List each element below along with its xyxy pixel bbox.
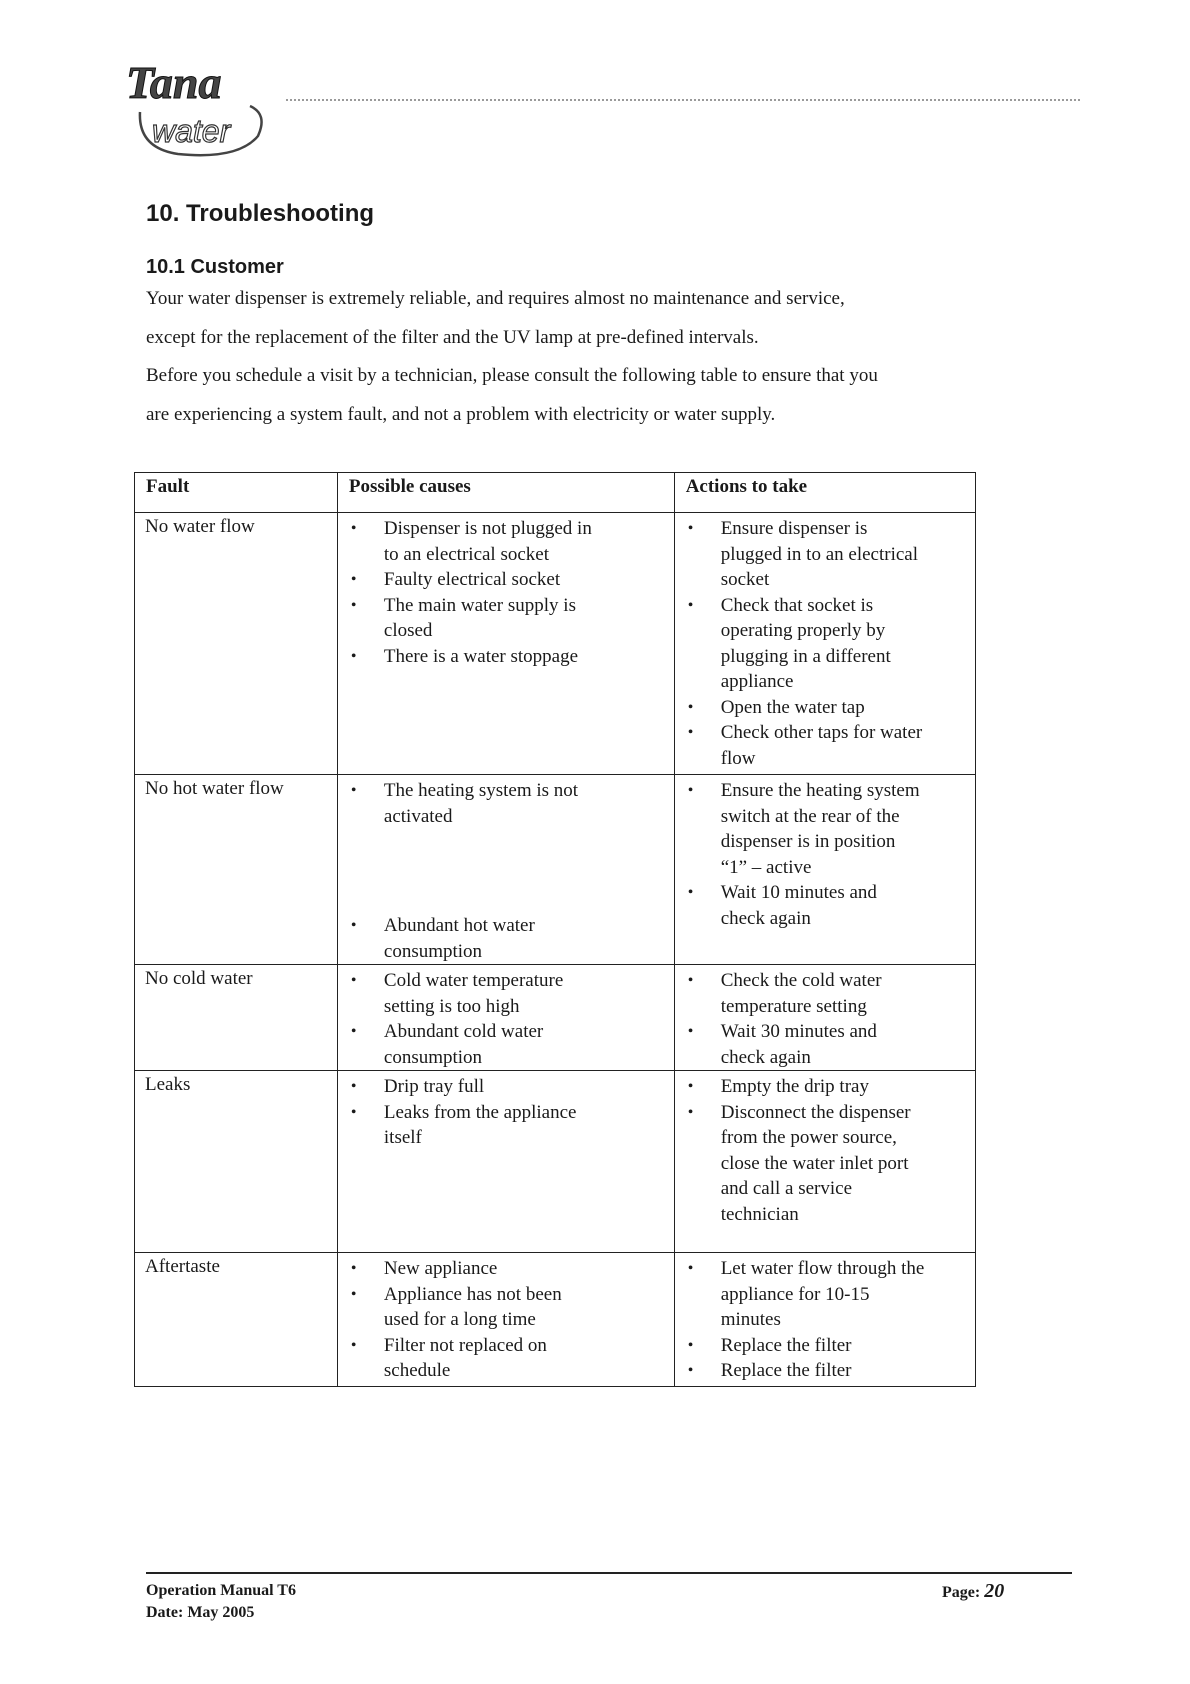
action-item: • Let water flow through the appliance for 10-15 minutes — [675, 1256, 925, 1333]
header-fault: Fault — [135, 473, 338, 513]
causes-cell — [337, 965, 674, 1071]
cause-item: • Appliance has not been used for a long time — [338, 1282, 598, 1333]
actions-cell — [674, 1071, 975, 1253]
footer-left — [146, 1580, 296, 1624]
header-dotted-line — [286, 99, 1080, 101]
action-item: • Disconnect the dispenser from the power source, close the water inlet port and call a service technician — [675, 1100, 925, 1228]
fault-cell: No hot water flow — [135, 775, 338, 965]
tana-water-logo — [118, 50, 288, 160]
section-title: 10. Troubleshooting — [146, 200, 375, 227]
action-item: • Wait 30 minutes and check again — [675, 1019, 925, 1070]
causes-cell — [337, 1253, 674, 1387]
action-item: • Replace the filter — [675, 1358, 925, 1384]
footer-rule — [146, 1572, 1072, 1574]
action-item: • Empty the drip tray — [675, 1074, 925, 1100]
page-number: 20 — [984, 1580, 1005, 1602]
cause-item: • New appliance — [338, 1256, 598, 1282]
intro-paragraph — [146, 280, 1046, 434]
footer-page — [942, 1580, 1004, 1604]
causes-cell — [337, 513, 674, 775]
table-row — [135, 513, 976, 775]
cause-item: • Abundant cold water consumption — [338, 1019, 598, 1070]
actions-cell — [674, 775, 975, 965]
svg-text:water: water — [152, 113, 231, 149]
cause-item: • Filter not replaced on schedule — [338, 1333, 598, 1384]
cause-item: • Dispenser is not plugged in to an electrical socket — [338, 516, 598, 567]
cause-item: • The heating system is not activated — [338, 778, 598, 829]
action-item: • Check the cold water temperature setting — [675, 968, 925, 1019]
table-row — [135, 775, 976, 965]
cause-item: • The main water supply is closed — [338, 593, 598, 644]
fault-cell: No cold water — [135, 965, 338, 1071]
causes-cell — [337, 775, 674, 965]
action-item: • Ensure dispenser is plugged in to an electrical socket — [675, 516, 925, 593]
fault-cell: Leaks — [135, 1071, 338, 1253]
intro-line: except for the replacement of the filter and the UV lamp at pre-defined intervals. — [146, 326, 759, 348]
table-row — [135, 965, 976, 1071]
cause-item: • Drip tray full — [338, 1074, 598, 1100]
table-row — [135, 1253, 976, 1387]
cause-item: • Faulty electrical socket — [338, 567, 598, 593]
footer-manual-name: Operation Manual T6 — [146, 1582, 296, 1599]
action-item: • Check other taps for water flow — [675, 720, 925, 771]
troubleshooting-table — [134, 472, 976, 1387]
intro-line: Your water dispenser is extremely reliable, and requires almost no maintenance and service, — [146, 288, 845, 309]
fault-cell: No water flow — [135, 513, 338, 775]
actions-cell — [674, 1253, 975, 1387]
action-item: • Check that socket is operating properly by plugging in a different appliance — [675, 593, 925, 695]
header-actions: Actions to take — [674, 473, 975, 513]
causes-cell — [337, 1071, 674, 1253]
intro-line: are experiencing a system fault, and not a problem with electricity or water supply. — [146, 403, 776, 425]
cause-item: • Leaks from the appliance itself — [338, 1100, 598, 1151]
header-possible-causes: Possible causes — [337, 473, 674, 513]
svg-text:Tana: Tana — [126, 57, 222, 108]
cause-item: • Cold water temperature setting is too high — [338, 968, 598, 1019]
action-item: • Open the water tap — [675, 695, 925, 721]
footer-date: Date: May 2005 — [146, 1604, 255, 1621]
table-row — [135, 1071, 976, 1253]
action-item: • Wait 10 minutes and check again — [675, 880, 925, 931]
intro-line: Before you schedule a visit by a technician, please consult the following table to ensure that you — [146, 365, 878, 386]
subsection-title: 10.1 Customer — [146, 256, 284, 278]
table-header-row — [135, 473, 976, 513]
action-item: • Replace the filter — [675, 1333, 925, 1359]
actions-cell — [674, 513, 975, 775]
page-label: Page: — [942, 1584, 981, 1601]
actions-cell — [674, 965, 975, 1071]
cause-item: • There is a water stoppage — [338, 644, 598, 670]
action-item: • Ensure the heating system switch at the rear of the dispenser is in position “1” – active — [675, 778, 925, 880]
cause-item: • Abundant hot water consumption — [338, 913, 598, 964]
fault-cell: Aftertaste — [135, 1253, 338, 1387]
